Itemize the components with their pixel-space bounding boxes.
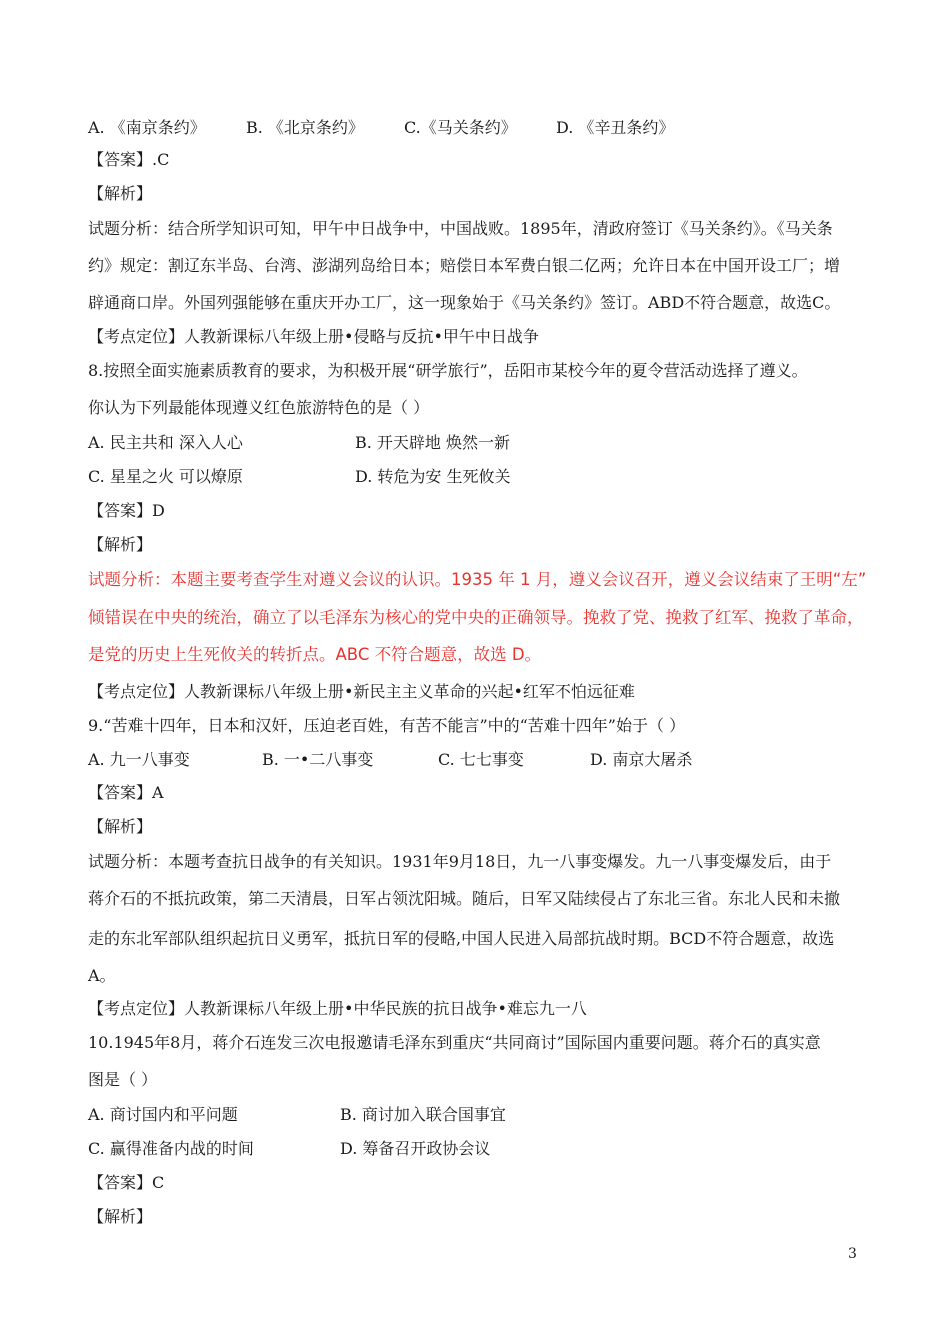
q10-answer: 【答案】C [88,1173,165,1192]
q9-option-c: C. 七七事变 [438,750,524,769]
q8-answer: 【答案】D [88,501,165,520]
q8-kaodian: 【考点定位】人教新课标八年级上册•新民主主义革命的兴起•红军不怕远征难 [88,682,635,701]
q7-kaodian: 【考点定位】人教新课标八年级上册•侵略与反抗•甲午中日战争 [88,327,539,346]
q8-analysis-label: 【解析】 [88,535,153,554]
q8-stem-line: 8.按照全面实施素质教育的要求，为积极开展“研学旅行”，岳阳市某校今年的夏令营活动选择了遵义。 [88,361,808,380]
q9-analysis-line: 走的东北军部队组织起抗日义勇军，抵抗日军的侵略,中国人民进入局部抗战时期。BCD不符合题意，故选 [88,929,835,948]
q9-analysis-line: A。 [88,966,116,985]
q9-stem: 9.“苦难十四年，日本和汉奸，压迫老百姓，有苦不能言”中的“苦难十四年”始于（ ） [88,716,686,735]
page-number: 3 [848,1246,857,1262]
q8-analysis-line: 试题分析：本题主要考查学生对遵义会议的认识。1935 年 1 月，遵义会议召开，遵义会议结束了王明“左” [88,570,867,589]
q8-analysis-line: 是党的历史上生死攸关的转折点。ABC 不符合题意，故选 D。 [88,645,542,664]
q8-option-c: C. 星星之火 可以燎原 [88,467,243,486]
q10-option-c: C. 赢得准备内战的时间 [88,1139,254,1158]
q9-analysis-line: 试题分析：本题考查抗日战争的有关知识。1931年9月18日，九一八事变爆发。九一八事变爆发后，由于 [88,852,832,871]
q8-analysis-line: 倾错误在中央的统治，确立了以毛泽东为核心的党中央的正确领导。挽救了党、挽救了红军、挽救了革命， [88,608,864,627]
q8-option-a: A. 民主共和 深入人心 [88,433,243,452]
q9-option-d: D. 南京大屠杀 [590,750,693,769]
q10-stem-line: 10.1945年8月，蒋介石连发三次电报邀请毛泽东到重庆“共同商讨”国际国内重要问题。蒋介石的真实意 [88,1033,821,1052]
q10-option-b: B. 商讨加入联合国事宜 [340,1105,506,1124]
q7-option-a: A. 《南京条约》 [88,118,206,137]
q9-answer: 【答案】A [88,783,164,802]
q7-option-c: C.《马关条约》 [404,118,517,137]
q10-option-d: D. 筹备召开政协会议 [340,1139,491,1158]
q10-option-a: A. 商讨国内和平问题 [88,1105,238,1124]
q7-answer: 【答案】.C [88,150,170,169]
q9-analysis-line: 蒋介石的不抵抗政策，第二天清晨，日军占领沈阳城。随后，日军又陆续侵占了东北三省。东北人民和未撤 [88,889,841,908]
q8-option-b: B. 开天辟地 焕然一新 [355,433,511,452]
q9-kaodian: 【考点定位】人教新课标八年级上册•中华民族的抗日战争•难忘九一八 [88,999,587,1018]
q10-stem-line: 图是（ ） [88,1070,158,1089]
q7-analysis-line: 试题分析：结合所学知识可知，甲午中日战争中，中国战败。1895年，清政府签订《马关条约》。《马关条 [88,219,833,238]
q7-option-d: D. 《辛丑条约》 [556,118,675,137]
q8-stem-line: 你认为下列最能体现遵义红色旅游特色的是（ ） [88,398,430,417]
q9-analysis-label: 【解析】 [88,817,153,836]
q9-option-b: B. 一•二八事变 [262,750,374,769]
q10-analysis-label: 【解析】 [88,1207,153,1226]
q7-option-b: B. 《北京条约》 [246,118,364,137]
q9-option-a: A. 九一八事变 [88,750,190,769]
q7-analysis-label: 【解析】 [88,184,153,203]
q8-option-d: D. 转危为安 生死攸关 [355,467,511,486]
q7-analysis-line: 辟通商口岸。外国列强能够在重庆开办工厂，这一现象始于《马关条约》签订。ABD不符合题意，故选C。 [88,293,841,312]
q7-analysis-line: 约》规定：割辽东半岛、台湾、澎湖列岛给日本；赔偿日本军费白银二亿两；允许日本在中国开设工厂；增 [88,256,841,275]
